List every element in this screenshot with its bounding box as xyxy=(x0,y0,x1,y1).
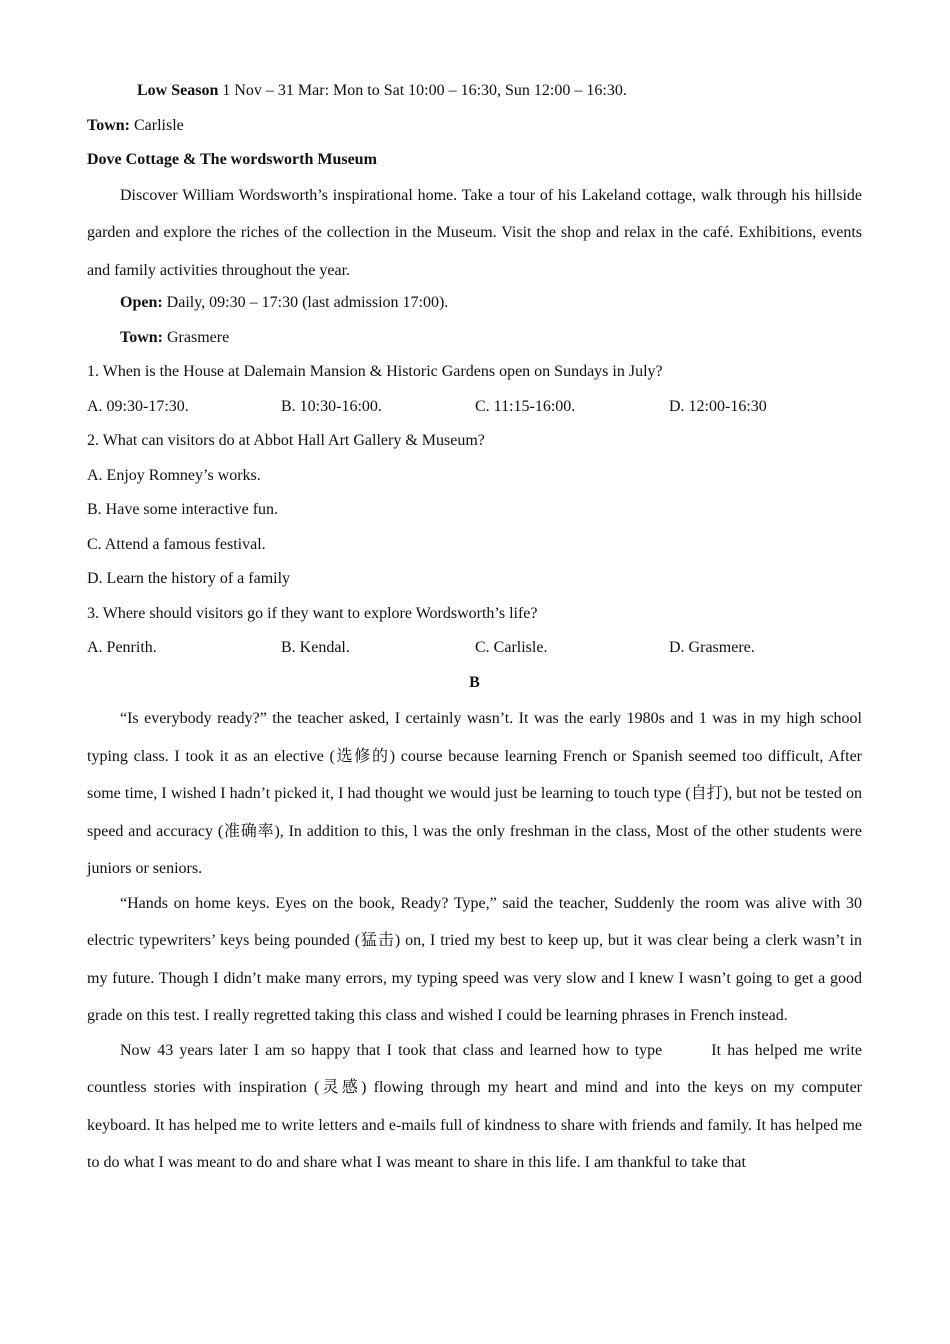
open-label: Open: xyxy=(120,294,163,311)
low-season-label: Low Season xyxy=(137,82,219,99)
option: D. Learn the history of a family xyxy=(87,570,291,587)
option: C. Attend a famous festival. xyxy=(87,535,266,553)
dove-cottage-title: Dove Cottage & The wordsworth Museum xyxy=(87,151,377,168)
dove-town-line xyxy=(87,325,862,351)
passage-paragraph: “Is everybody ready?” the teacher asked, I certainly wasn’t. It was the early 1980s and 1 was in my high school typing class. I took it as an elective (选修的) course because learning French or Spanish seemed too difficult, After some time, I wished I hadn’t picked it, I had thought we would just be learning to touch type (自打), but not be tested on speed and accuracy (准确率), In addition to this, l was the only freshman in the class, Most of the other students were juniors or seniors. xyxy=(87,710,862,877)
option: A. Enjoy Romney’s works. xyxy=(87,466,261,484)
option: A. 09:30-17:30. xyxy=(87,397,189,415)
question-1: 1. When is the House at Dalemain Mansion & Historic Gardens open on Sundays in July? xyxy=(87,363,663,380)
question-2: 2. What can visitors do at Abbot Hall Art Gallery & Museum? xyxy=(87,432,485,449)
passage-paragraph: Now 43 years later I am so happy that I took that class and learned how to type It has helped me write countless stories with inspiration (灵感) flowing through my heart and mind and into the keys on my computer keyboard. It has helped me to write letters and e-mails full of kindness to share with friends and family. It has helped me to do what I was meant to do and share what I was meant to share in this life. I am thankful to take that xyxy=(87,1041,866,1171)
town-value: Carlisle xyxy=(129,116,184,134)
town-value: Grasmere xyxy=(162,328,230,346)
section-heading: B xyxy=(469,673,480,691)
question-1-options xyxy=(87,394,862,420)
option: B. 10:30-16:00. xyxy=(281,397,382,415)
dove-cottage-description: Discover William Wordsworth’s inspirational home. Take a tour of his Lakeland cottage, walk through his hillside garden and explore the riches of the collection in the Museum. Visit the shop and relax in the café. Exhibitions, events and family activities throughout the year. xyxy=(87,186,862,279)
option: B. Kendal. xyxy=(281,639,350,656)
question-3-options xyxy=(87,635,862,661)
low-season-text: 1 Nov – 31 Mar: Mon to Sat 10:00 – 16:30, Sun 12:00 – 16:30. xyxy=(218,82,627,99)
town-carlisle-line xyxy=(87,113,862,139)
dove-open-line xyxy=(87,290,862,316)
low-season-line xyxy=(87,78,862,104)
town-label: Town: xyxy=(120,328,163,346)
option: C. 11:15-16:00. xyxy=(475,397,576,415)
open-value: Daily, 09:30 – 17:30 (last admission 17:00). xyxy=(162,294,449,311)
option: D. Grasmere. xyxy=(669,639,755,656)
option: D. 12:00-16:30 xyxy=(669,397,767,415)
document-page xyxy=(87,78,866,1179)
town-label: Town: xyxy=(87,116,130,134)
option: B. Have some interactive fun. xyxy=(87,501,279,518)
question-3: 3. Where should visitors go if they want to explore Wordsworth’s life? xyxy=(87,604,538,622)
option: C. Carlisle. xyxy=(475,639,548,656)
option: A. Penrith. xyxy=(87,639,157,656)
passage-paragraph: “Hands on home keys. Eyes on the book, Ready? Type,” said the teacher, Suddenly the room was alive with 30 electric typewriters’ keys being pounded (猛击) on, I tried my best to keep up, but it was clear being a clerk wasn’t in my future. Though I didn’t make many errors, my typing speed was very slow and I knew I wasn’t going to get a good grade on this test. I really regretted taking this class and wished I could be learning phrases in French instead. xyxy=(87,894,862,1024)
